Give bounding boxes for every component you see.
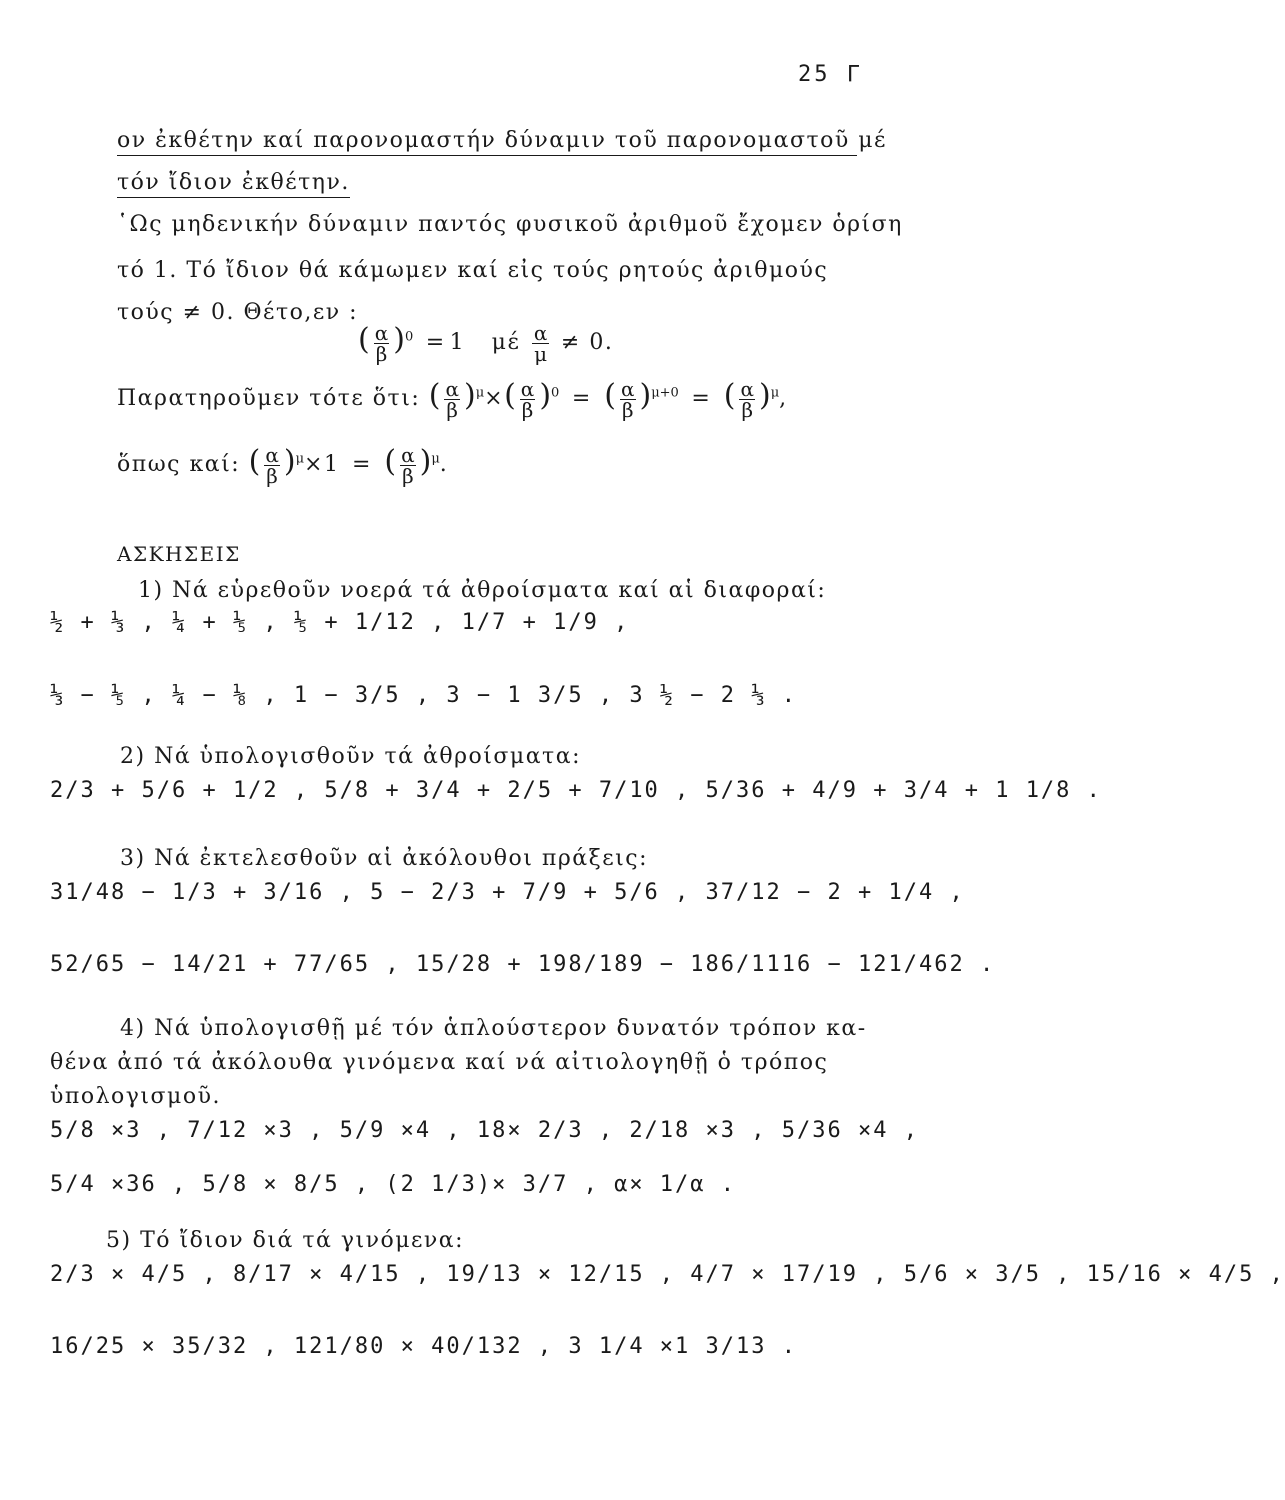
page-number: 25 Γ	[798, 62, 863, 87]
formula-zero-power: ( $\frac{\alpha}{\beta}$ )$^0$ = 1 μέ $\frac{\alpha}{\mu}$ ≠ 0.	[358, 320, 614, 366]
ex4-title: 4) Νά ὑπολογισθῇ μέ τόν ἁπλούστερον δυνατόν τρόπον κα-	[120, 1016, 867, 1041]
ex4-line-2: θένα ἀπό τά ἀκόλουθα γινόμενα καί νά αἰτιολογηθῇ ὁ τρόπος	[50, 1050, 829, 1075]
ex5-row-2: 16/25 × 35/32 , 121/80 × 40/132 , 3 1/4 ×1 3/13 .	[50, 1334, 798, 1359]
ex2-title: 2) Νά ὑπολογισθοῦν τά ἀθροίσματα:	[120, 744, 582, 769]
ex4-row-1: 5/8 ×3 , 7/12 ×3 , 5/9 ×4 , 18× 2/3 , 2/18 ×3 , 5/36 ×4 ,	[50, 1118, 919, 1143]
intro-line-2: τόν ἴδιον ἐκθέτην.	[117, 170, 350, 195]
intro-line-5: τούς ≠ 0. Θέτο,εν :	[117, 300, 359, 325]
ex4-row-2: 5/4 ×36 , 5/8 × 8/5 , (2 1/3)× 3/7 , α× 1/α .	[50, 1172, 737, 1197]
ex1-row-2: ⅓ − ⅕ , ¼ − ⅛ , 1 − 3/5 , 3 − 1 3/5 , 3 ½ − 2 ⅓ .	[50, 683, 798, 708]
ex1-row-1: ½ + ⅓ , ¼ + ⅕ , ⅕ + 1/12 , 1/7 + 1/9 ,	[50, 610, 630, 635]
ex2-row-1: 2/3 + 5/6 + 1/2 , 5/8 + 3/4 + 2/5 + 7/10 , 5/36 + 4/9 + 3/4 + 1 1/8 .	[50, 778, 1102, 803]
exercises-title: ΑΣΚΗΣΕΙΣ	[117, 542, 241, 566]
formula-times-one: ὅπως καί: ( $\frac{\alpha}{\beta}$ )$^\mu$×1 = ( $\frac{\alpha}{\beta}$ )$^\mu$.	[117, 442, 449, 488]
ex5-title: 5) Τό ἴδιον διά τά γινόμενα:	[106, 1228, 465, 1253]
intro-line-1: ον ἐκθέτην καί παρονομαστήν δύναμιν τοῦ παρονομαστοῦ μέ	[117, 128, 857, 156]
intro-line-3: ῾Ως μηδενικήν δύναμιν παντός φυσικοῦ ἀριθμοῦ ἔχομεν ὁρίση	[117, 212, 903, 237]
formula-observation: Παρατηροῦμεν τότε ὅτι: ( $\frac{\alpha}{\beta}$ )$^\mu$×( $\frac{\alpha}{\beta}$ )$^0$ = ( $\frac{\alpha}{\beta}$ )$^{\mu+0}$ = ( $\frac{\alpha}{\beta}$ )$^\mu$,	[117, 376, 788, 422]
ex3-row-2: 52/65 − 14/21 + 77/65 , 15/28 + 198/189 − 186/1116 − 121/462 .	[50, 952, 996, 977]
intro-line-4: τό 1. Τό ἴδιον θά κάμωμεν καί εἰς τούς ρητούς ἀριθμούς	[117, 258, 829, 283]
ex5-row-1: 2/3 × 4/5 , 8/17 × 4/15 , 19/13 × 12/15 , 4/7 × 17/19 , 5/6 × 3/5 , 15/16 × 4/5 ,	[50, 1262, 1285, 1287]
ex3-row-1: 31/48 − 1/3 + 3/16 , 5 − 2/3 + 7/9 + 5/6 , 37/12 − 2 + 1/4 ,	[50, 880, 965, 905]
ex4-line-3: ὑπολογισμοῦ.	[50, 1084, 221, 1109]
ex3-title: 3) Νά ἐκτελεσθοῦν αἱ ἀκόλουθοι πράξεις:	[120, 846, 649, 871]
ex1-title: 1) Νά εὑρεθοῦν νοερά τά ἀθροίσματα καί αἱ διαφοραί:	[138, 578, 827, 603]
